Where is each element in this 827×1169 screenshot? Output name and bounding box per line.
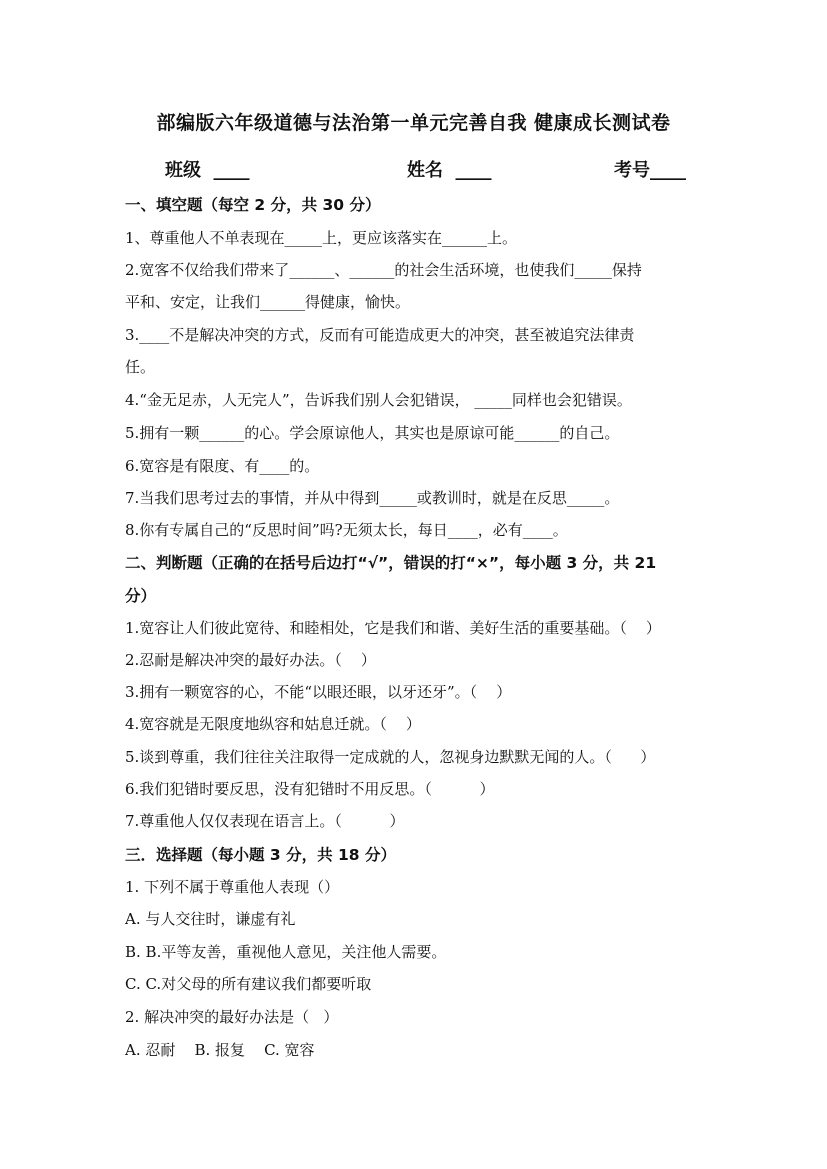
class-field: 班级 ____ xyxy=(165,160,250,181)
true-false-q7: 7.尊重他人仅仅表现在语言上。（ ） xyxy=(125,812,405,830)
true-false-q4: 4.宽容就是无限度地纵容和姑息迁就。（ ） xyxy=(125,715,421,733)
true-false-q5: 5.谈到尊重，我们往往关注取得一定成就的人，忽视身边默默无闻的人。（ ） xyxy=(125,748,656,766)
student-info-row xyxy=(0,156,827,180)
fill-blank-q7: 7.当我们思考过去的事情，并从中得到_____或教训时，就是在反思_____。 xyxy=(125,489,620,507)
fill-blank-q3-line2: 任。 xyxy=(125,358,156,376)
fill-blank-q8: 8.你有专属自己的“反思时间”吗?无须太长，每日____，必有____。 xyxy=(125,521,568,539)
section-true-false-heading: 二、判断题（正确的在括号后边打“√”，错误的打“×”，每小题 3 分，共 21 xyxy=(125,554,657,572)
choice-q1-option-a: A. 与人交往时，谦虚有礼 xyxy=(125,910,296,928)
choice-q1: 1. 下列不属于尊重他人表现（） xyxy=(125,878,340,896)
choice-q2: 2. 解决冲突的最好办法是（ ） xyxy=(125,1008,339,1026)
fill-blank-q4: 4.“金无足赤，人无完人”，告诉我们别人会犯错误， _____同样也会犯错误。 xyxy=(125,391,632,409)
fill-blank-q3-line1: 3.____不是解决冲突的方式，反而有可能造成更大的冲突，甚至被追究法律责 xyxy=(125,326,635,344)
section-multiple-choice-heading: 三．选择题（每小题 3 分，共 18 分） xyxy=(125,846,396,864)
fill-blank-q2-line1: 2.宽客不仅给我们带来了______、______的社会生活环境，也使我们_____保持 xyxy=(125,261,642,279)
true-false-q2: 2.忍耐是解决冲突的最好办法。（ ） xyxy=(125,651,376,669)
name-field: 姓名 ____ xyxy=(407,160,492,181)
choice-q2-options: A. 忍耐 B. 报复 C. 宽容 xyxy=(125,1041,315,1059)
true-false-q1: 1.宽容让人们彼此宽待、和睦相处，它是我们和谐、美好生活的重要基础。（ ） xyxy=(125,619,661,637)
fill-blank-q5: 5.拥有一颗______的心。学会原谅他人，其实也是原谅可能______的自己。 xyxy=(125,424,620,442)
fill-blank-q6: 6.宽容是有限度、有____的。 xyxy=(125,457,320,475)
true-false-q3: 3.拥有一颗宽容的心，不能“以眼还眼，以牙还牙”。（ ） xyxy=(125,683,512,701)
exam-title: 部编版六年级道德与法治第一单元完善自我 健康成长测试卷 xyxy=(156,112,671,134)
fill-blank-q1: 1、尊重他人不单表现在_____上，更应该落实在______上。 xyxy=(125,229,518,247)
choice-q1-option-c: C. C.对父母的所有建议我们都要听取 xyxy=(125,975,372,993)
fill-blank-q2-line2: 平和、安定，让我们______得健康，愉快。 xyxy=(125,293,411,311)
true-false-q6: 6.我们犯错时要反思，没有犯错时不用反思。（ ） xyxy=(125,780,495,798)
section-true-false-heading-cont: 分） xyxy=(125,587,157,605)
section-fill-blank-heading: 一、填空题（每空 2 分，共 30 分） xyxy=(125,196,381,214)
exam-number-field: 考号____ xyxy=(614,160,686,181)
choice-q1-option-b: B. B.平等友善，重视他人意见，关注他人需要。 xyxy=(125,943,447,961)
